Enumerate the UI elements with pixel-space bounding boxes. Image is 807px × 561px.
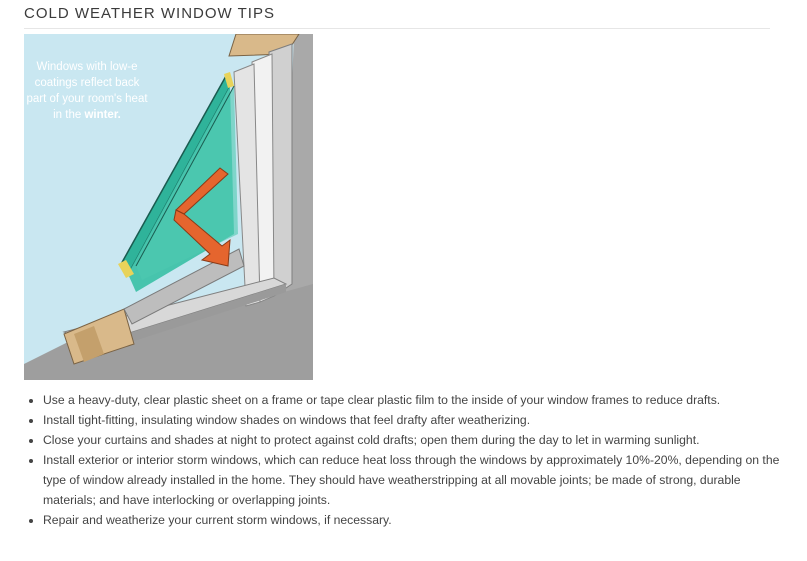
caption-line-3: part of your room's heat <box>26 93 148 105</box>
caption-line-1: Windows with low-e <box>36 61 138 73</box>
list-item: • Repair and weatherize your current storm windows, if necessary. <box>43 510 783 530</box>
tips-list <box>26 390 783 530</box>
list-item: • Install tight-fitting, insulating window shades on windows that feel drafty after weatherizing. <box>43 410 783 430</box>
caption-emphasis: winter. <box>84 109 121 121</box>
window-illustration <box>24 34 313 380</box>
title-divider <box>24 28 770 29</box>
page-title: COLD WEATHER WINDOW TIPS <box>24 5 275 22</box>
list-item: • Install exterior or interior storm windows, which can reduce heat loss through the windows by approximately 10%-20%, depending on the type of window already installed in the home. They should have weatherstripping at all movable joints; be made of strong, durable materials; and have interlocking or overlapping joints. <box>43 450 783 510</box>
caption-line-4 <box>53 109 121 121</box>
list-item: • Close your curtains and shades at night to protect against cold drafts; open them during the day to let in warming sunlight. <box>43 430 783 450</box>
caption-line-2: coatings reflect back <box>34 77 140 89</box>
list-item: • Use a heavy-duty, clear plastic sheet on a frame or tape clear plastic film to the inside of your window frames to reduce drafts. <box>43 390 783 410</box>
caption-line-4-text: in the <box>53 109 85 121</box>
